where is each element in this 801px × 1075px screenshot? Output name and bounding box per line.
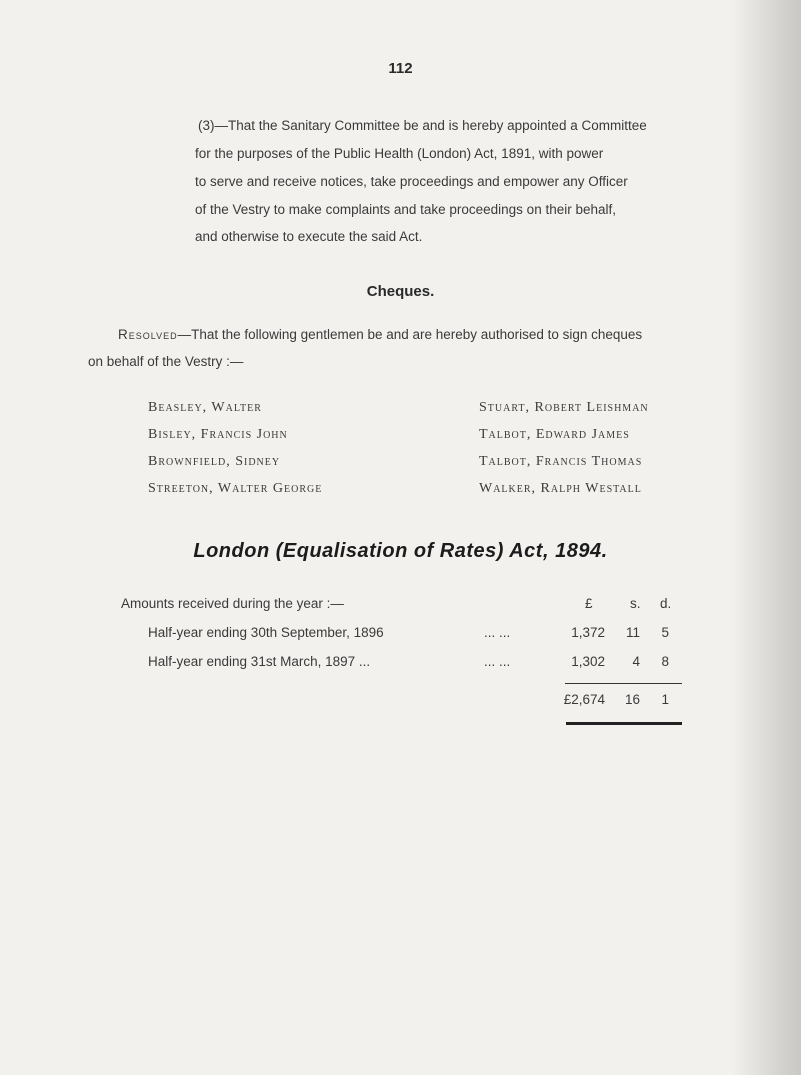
paragraph-line: and otherwise to execute the said Act.	[195, 229, 423, 244]
cheques-heading: Cheques.	[366, 283, 435, 300]
row-label: Half-year ending 30th September, 1896	[148, 625, 384, 640]
row-pence: 5	[661, 625, 669, 640]
subtotal-rule	[565, 683, 682, 684]
total-pence: 1	[661, 692, 669, 707]
paragraph-line: for the purposes of the Public Health (London) Act, 1891, with power	[195, 146, 604, 161]
signatory-name: Bisley, Francis John	[148, 427, 288, 442]
amounts-intro: Amounts received during the year :—	[121, 596, 344, 611]
column-header-pence: d.	[660, 596, 672, 611]
row-pence: 8	[661, 654, 669, 669]
paragraph-line: (3)—That the Sanitary Committee be and is hereby appointed a Committee	[198, 118, 647, 133]
page-edge-shadow	[731, 0, 801, 1075]
resolved-line-2: on behalf of the Vestry :—	[88, 354, 244, 369]
resolved-line-1	[118, 327, 642, 342]
row-pounds: 1,302	[571, 654, 605, 669]
signatory-name: Brownfield, Sidney	[148, 454, 281, 469]
total-pounds: £2,674	[563, 692, 605, 707]
row-label: Half-year ending 31st March, 1897 ...	[148, 654, 371, 669]
row-shillings: 11	[625, 625, 640, 640]
resolved-word: Resolved	[118, 327, 178, 342]
signatory-name: Streeton, Walter George	[148, 481, 323, 496]
signatory-name: Talbot, Francis Thomas	[479, 454, 643, 469]
page-number: 112	[388, 60, 413, 77]
signatory-name: Beasley, Walter	[148, 400, 262, 415]
signatory-name: Stuart, Robert Leishman	[479, 400, 649, 415]
row-leader: ... ...	[484, 654, 511, 669]
signatory-name: Walker, Ralph Westall	[479, 481, 642, 496]
row-leader: ... ...	[484, 625, 511, 640]
total-double-rule	[566, 722, 682, 725]
signatory-name: Talbot, Edward James	[479, 427, 630, 442]
column-header-pounds: £	[585, 596, 593, 611]
paragraph-line: to serve and receive notices, take proceedings and empower any Officer	[195, 174, 628, 189]
paragraph-line: of the Vestry to make complaints and take proceedings on their behalf,	[195, 202, 616, 217]
act-heading: London (Equalisation of Rates) Act, 1894.	[193, 540, 608, 562]
column-header-shillings: s.	[630, 596, 641, 611]
total-shillings: 16	[624, 692, 640, 707]
row-shillings: 4	[632, 654, 640, 669]
resolved-text: —That the following gentlemen be and are hereby authorised to sign cheques	[177, 327, 643, 342]
row-pounds: 1,372	[571, 625, 605, 640]
